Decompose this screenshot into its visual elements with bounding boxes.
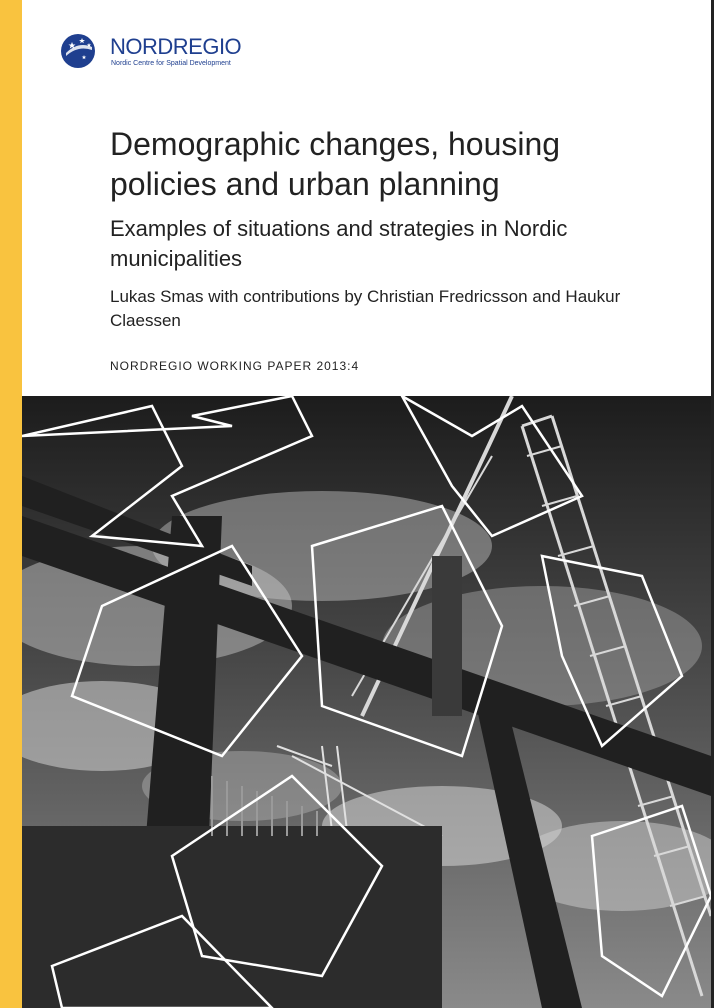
publisher-name: NORDREGIO	[110, 34, 242, 59]
nordregio-logo	[60, 33, 260, 73]
cover-subtitle: Examples of situations and strategies in Nordic municipalities	[110, 216, 568, 271]
cover-spine-stripe	[0, 0, 22, 1008]
cover-title: Demographic changes, housing policies and urban planning	[110, 126, 561, 202]
publisher-tagline: Nordic Centre for Spatial Development	[111, 60, 231, 67]
cover-authors: Lukas Smas with contributions by Christian Fredricsson and Haukur Claessen	[110, 287, 621, 330]
globe-stars-icon	[60, 33, 96, 69]
cover-photo	[22, 396, 711, 1008]
series-label: NORDREGIO WORKING PAPER 2013:4	[110, 359, 360, 373]
